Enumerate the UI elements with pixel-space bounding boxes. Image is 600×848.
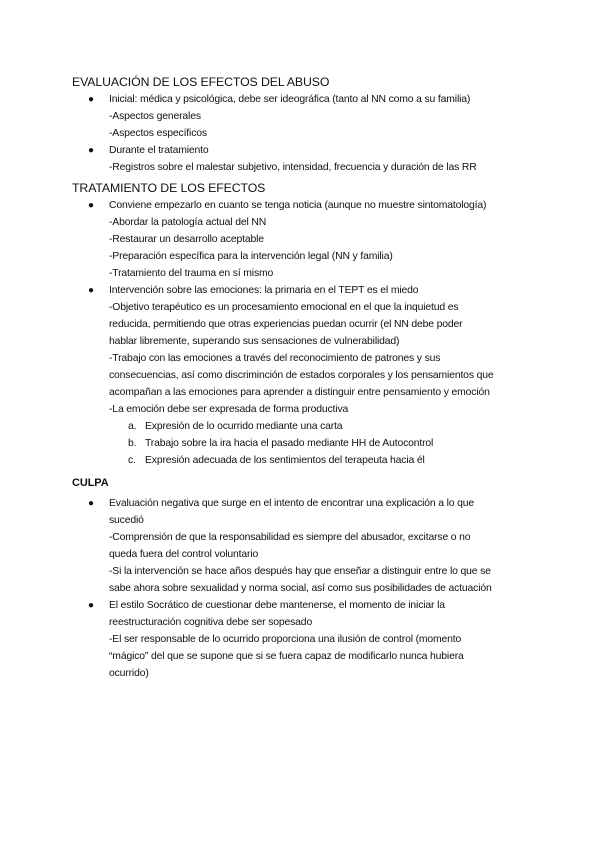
sub-item: -Abordar la patología actual del NN bbox=[109, 217, 267, 228]
list-letter: c. bbox=[128, 455, 136, 466]
bullet-icon: ● bbox=[88, 200, 94, 211]
sub-item-line: consecuencias, así como discriminción de estados corporales y los pensamientos que bbox=[109, 370, 494, 381]
bullet-icon: ● bbox=[88, 498, 94, 509]
bullet-text: Conviene empezarlo en cuanto se tenga noticia (aunque no muestre sintomatología) bbox=[109, 200, 487, 211]
bullet-item bbox=[72, 597, 532, 614]
bullet-text: Durante el tratamiento bbox=[109, 145, 209, 156]
lettered-item bbox=[72, 418, 532, 435]
lettered-item bbox=[72, 452, 532, 469]
bullet-icon: ● bbox=[88, 145, 94, 156]
bullet-text-continuation: sucedió bbox=[109, 515, 144, 526]
sub-item-line: -El ser responsable de lo ocurrido proporciona una ilusión de control (momento bbox=[109, 634, 462, 645]
document-page bbox=[72, 74, 532, 682]
section-heading-culpa: CULPA bbox=[72, 477, 109, 489]
sub-item-line: sabe ahora sobre sexualidad y norma social, así como sus posibilidades de actuación bbox=[109, 583, 492, 594]
sub-item: -Tratamiento del trauma en sí mismo bbox=[109, 268, 274, 279]
bullet-text: El estilo Socrático de cuestionar debe mantenerse, el momento de iniciar la bbox=[109, 600, 445, 611]
bullet-text: Evaluación negativa que surge en el intento de encontrar una explicación a lo que bbox=[109, 498, 475, 509]
sub-item: -Aspectos específicos bbox=[109, 128, 207, 139]
sub-item-line: acompañan a las emociones para aprender a distinguir entre pensamiento y emoción bbox=[109, 387, 490, 398]
lettered-text: Expresión adecuada de los sentimientos del terapeuta hacia él bbox=[145, 455, 425, 466]
bullet-text: Inicial: médica y psicológica, debe ser ideográfica (tanto al NN como a su familia) bbox=[109, 94, 471, 105]
sub-item-line: -Objetivo terapéutico es un procesamiento emocional en el que la inquietud es bbox=[109, 302, 459, 313]
bullet-item bbox=[72, 91, 532, 108]
lettered-text: Trabajo sobre la ira hacia el pasado mediante HH de Autocontrol bbox=[145, 438, 434, 449]
lettered-text: Expresión de lo ocurrido mediante una carta bbox=[145, 421, 343, 432]
sub-item: -Aspectos generales bbox=[109, 111, 201, 122]
bullet-item bbox=[72, 282, 532, 299]
bullet-text: Intervención sobre las emociones: la primaria en el TEPT es el miedo bbox=[109, 285, 419, 296]
sub-item-line: -Si la intervención se hace años después hay que enseñar a distinguir entre lo que se bbox=[109, 566, 491, 577]
sub-item-line: -Comprensión de que la responsabilidad es siempre del abusador, excitarse o no bbox=[109, 532, 471, 543]
sub-item-line: hablar libremente, superando sus sensaciones de vulnerabilidad) bbox=[109, 336, 400, 347]
sub-item: -Registros sobre el malestar subjetivo, intensidad, frecuencia y duración de las RR bbox=[109, 162, 477, 173]
sub-item-line: “mágico” del que se supone que si se fuera capaz de modificarlo nunca hubiera bbox=[109, 651, 464, 662]
sub-item: -La emoción debe ser expresada de forma productiva bbox=[109, 404, 349, 415]
list-letter: b. bbox=[128, 438, 137, 449]
bullet-item bbox=[72, 495, 532, 512]
bullet-text-continuation: reestructuración cognitiva debe ser sopesado bbox=[109, 617, 313, 628]
sub-item-line: -Trabajo con las emociones a través del reconocimiento de patrones y sus bbox=[109, 353, 441, 364]
sub-item-line: queda fuera del control voluntario bbox=[109, 549, 259, 560]
lettered-item bbox=[72, 435, 532, 452]
bullet-item bbox=[72, 197, 532, 214]
bullet-icon: ● bbox=[88, 285, 94, 296]
sub-item-line: ocurrido) bbox=[109, 668, 149, 679]
section-heading-evaluacion: EVALUACIÓN DE LOS EFECTOS DEL ABUSO bbox=[72, 75, 330, 89]
sub-item: -Preparación específica para la intervención legal (NN y familia) bbox=[109, 251, 393, 262]
bullet-icon: ● bbox=[88, 600, 94, 611]
list-letter: a. bbox=[128, 421, 137, 432]
bullet-icon: ● bbox=[88, 94, 94, 105]
sub-item-line: reducida, permitiendo que otras experiencias puedan ocurrir (el NN debe poder bbox=[109, 319, 463, 330]
bullet-item bbox=[72, 142, 532, 159]
section-heading-tratamiento: TRATAMIENTO DE LOS EFECTOS bbox=[72, 181, 266, 195]
sub-item: -Restaurar un desarrollo aceptable bbox=[109, 234, 264, 245]
